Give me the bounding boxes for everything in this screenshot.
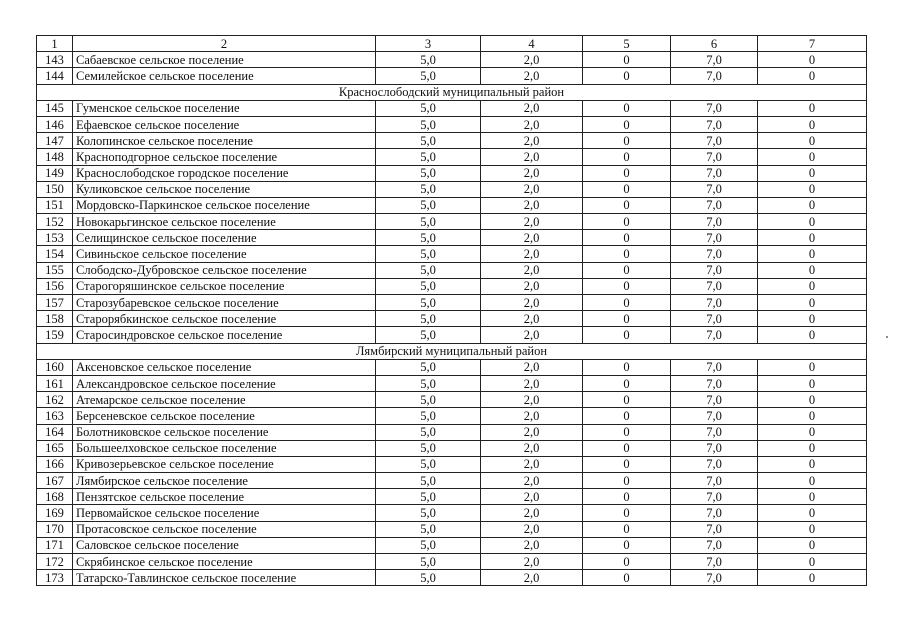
row-number-cell: 155	[37, 262, 73, 278]
col5-value-cell: 0	[583, 327, 671, 343]
col4-value-cell: 2,0	[481, 52, 583, 68]
col4-value-cell: 2,0	[481, 505, 583, 521]
col4-value-cell: 2,0	[481, 230, 583, 246]
scan-speck	[886, 336, 888, 338]
col4-value-cell: 2,0	[481, 133, 583, 149]
col5-value-cell: 0	[583, 537, 671, 553]
col3-value-cell: 5,0	[376, 456, 481, 472]
col6-value-cell: 7,0	[671, 278, 758, 294]
col6-value-cell: 7,0	[671, 311, 758, 327]
table-row	[37, 295, 867, 311]
col5-value-cell: 0	[583, 521, 671, 537]
col6-value-cell: 7,0	[671, 230, 758, 246]
col7-value-cell: 0	[758, 554, 867, 570]
col7-value-cell: 0	[758, 424, 867, 440]
table-row	[37, 392, 867, 408]
table-row	[37, 116, 867, 132]
table-row	[37, 359, 867, 375]
col4-value-cell: 2,0	[481, 278, 583, 294]
row-number-cell: 171	[37, 537, 73, 553]
col3-value-cell: 5,0	[376, 537, 481, 553]
col7-value-cell: 0	[758, 68, 867, 84]
col3-value-cell: 5,0	[376, 262, 481, 278]
row-number-cell: 154	[37, 246, 73, 262]
row-number-cell: 148	[37, 149, 73, 165]
col4-value-cell: 2,0	[481, 311, 583, 327]
row-number-cell: 145	[37, 100, 73, 116]
settlement-name-cell: Сабаевское сельское поселение	[73, 52, 376, 68]
table-row	[37, 456, 867, 472]
col7-value-cell: 0	[758, 116, 867, 132]
col7-value-cell: 0	[758, 408, 867, 424]
table-row	[37, 375, 867, 391]
col5-value-cell: 0	[583, 311, 671, 327]
table-row	[37, 133, 867, 149]
col3-value-cell: 5,0	[376, 68, 481, 84]
header-cell-1: 1	[37, 36, 73, 52]
table-row	[37, 100, 867, 116]
settlement-name-cell: Атемарское сельское поселение	[73, 392, 376, 408]
col7-value-cell: 0	[758, 262, 867, 278]
table-row	[37, 181, 867, 197]
row-number-cell: 173	[37, 570, 73, 586]
col3-value-cell: 5,0	[376, 327, 481, 343]
row-number-cell: 160	[37, 359, 73, 375]
table-row	[37, 246, 867, 262]
col7-value-cell: 0	[758, 359, 867, 375]
col7-value-cell: 0	[758, 521, 867, 537]
col4-value-cell: 2,0	[481, 537, 583, 553]
col5-value-cell: 0	[583, 246, 671, 262]
row-number-cell: 152	[37, 214, 73, 230]
col3-value-cell: 5,0	[376, 246, 481, 262]
settlement-name-cell: Скрябинское сельское поселение	[73, 554, 376, 570]
table-row	[37, 311, 867, 327]
table-row	[37, 570, 867, 586]
col4-value-cell: 2,0	[481, 473, 583, 489]
col3-value-cell: 5,0	[376, 133, 481, 149]
col6-value-cell: 7,0	[671, 262, 758, 278]
col3-value-cell: 5,0	[376, 473, 481, 489]
col6-value-cell: 7,0	[671, 133, 758, 149]
col5-value-cell: 0	[583, 278, 671, 294]
col7-value-cell: 0	[758, 375, 867, 391]
table-row	[37, 424, 867, 440]
col7-value-cell: 0	[758, 197, 867, 213]
col5-value-cell: 0	[583, 570, 671, 586]
table-row	[37, 327, 867, 343]
col7-value-cell: 0	[758, 100, 867, 116]
table-row	[37, 262, 867, 278]
settlement-name-cell: Протасовское сельское поселение	[73, 521, 376, 537]
col7-value-cell: 0	[758, 181, 867, 197]
col4-value-cell: 2,0	[481, 570, 583, 586]
settlement-name-cell: Слободско-Дубровское сельское поселение	[73, 262, 376, 278]
col4-value-cell: 2,0	[481, 375, 583, 391]
col5-value-cell: 0	[583, 149, 671, 165]
col6-value-cell: 7,0	[671, 537, 758, 553]
col4-value-cell: 2,0	[481, 262, 583, 278]
col6-value-cell: 7,0	[671, 570, 758, 586]
col7-value-cell: 0	[758, 570, 867, 586]
col3-value-cell: 5,0	[376, 521, 481, 537]
row-number-cell: 168	[37, 489, 73, 505]
settlement-name-cell: Новокарьгинское сельское поселение	[73, 214, 376, 230]
row-number-cell: 167	[37, 473, 73, 489]
col6-value-cell: 7,0	[671, 214, 758, 230]
col3-value-cell: 5,0	[376, 52, 481, 68]
section-row	[37, 84, 867, 100]
settlement-name-cell: Колопинское сельское поселение	[73, 133, 376, 149]
data-table	[36, 35, 867, 586]
settlement-name-cell: Аксеновское сельское поселение	[73, 359, 376, 375]
col3-value-cell: 5,0	[376, 359, 481, 375]
col5-value-cell: 0	[583, 392, 671, 408]
col5-value-cell: 0	[583, 230, 671, 246]
settlement-name-cell: Мордовско-Паркинское сельское поселение	[73, 197, 376, 213]
col4-value-cell: 2,0	[481, 68, 583, 84]
col4-value-cell: 2,0	[481, 440, 583, 456]
col7-value-cell: 0	[758, 489, 867, 505]
col3-value-cell: 5,0	[376, 489, 481, 505]
col7-value-cell: 0	[758, 52, 867, 68]
row-number-cell: 143	[37, 52, 73, 68]
col5-value-cell: 0	[583, 68, 671, 84]
table-row	[37, 149, 867, 165]
col7-value-cell: 0	[758, 246, 867, 262]
col3-value-cell: 5,0	[376, 278, 481, 294]
col6-value-cell: 7,0	[671, 68, 758, 84]
col7-value-cell: 0	[758, 456, 867, 472]
row-number-cell: 159	[37, 327, 73, 343]
col3-value-cell: 5,0	[376, 197, 481, 213]
col6-value-cell: 7,0	[671, 375, 758, 391]
col4-value-cell: 2,0	[481, 554, 583, 570]
col4-value-cell: 2,0	[481, 392, 583, 408]
col6-value-cell: 7,0	[671, 295, 758, 311]
col6-value-cell: 7,0	[671, 473, 758, 489]
col4-value-cell: 2,0	[481, 165, 583, 181]
table-row	[37, 537, 867, 553]
col5-value-cell: 0	[583, 505, 671, 521]
col3-value-cell: 5,0	[376, 295, 481, 311]
row-number-cell: 169	[37, 505, 73, 521]
col6-value-cell: 7,0	[671, 408, 758, 424]
header-row	[37, 36, 867, 52]
table-row	[37, 52, 867, 68]
col7-value-cell: 0	[758, 392, 867, 408]
col5-value-cell: 0	[583, 165, 671, 181]
col4-value-cell: 2,0	[481, 181, 583, 197]
row-number-cell: 166	[37, 456, 73, 472]
col3-value-cell: 5,0	[376, 214, 481, 230]
row-number-cell: 164	[37, 424, 73, 440]
col4-value-cell: 2,0	[481, 100, 583, 116]
section-title: Лямбирский муниципальный район	[37, 343, 867, 359]
row-number-cell: 153	[37, 230, 73, 246]
col5-value-cell: 0	[583, 262, 671, 278]
col7-value-cell: 0	[758, 505, 867, 521]
col6-value-cell: 7,0	[671, 392, 758, 408]
section-title: Краснослободский муниципальный район	[37, 84, 867, 100]
col7-value-cell: 0	[758, 311, 867, 327]
col3-value-cell: 5,0	[376, 181, 481, 197]
col4-value-cell: 2,0	[481, 116, 583, 132]
col4-value-cell: 2,0	[481, 456, 583, 472]
settlement-name-cell: Большеелховское сельское поселение	[73, 440, 376, 456]
col5-value-cell: 0	[583, 295, 671, 311]
col3-value-cell: 5,0	[376, 230, 481, 246]
col5-value-cell: 0	[583, 100, 671, 116]
row-number-cell: 162	[37, 392, 73, 408]
row-number-cell: 157	[37, 295, 73, 311]
col4-value-cell: 2,0	[481, 359, 583, 375]
settlement-name-cell: Саловское сельское поселение	[73, 537, 376, 553]
col3-value-cell: 5,0	[376, 570, 481, 586]
col5-value-cell: 0	[583, 473, 671, 489]
col6-value-cell: 7,0	[671, 165, 758, 181]
settlement-name-cell: Татарско-Тавлинское сельское поселение	[73, 570, 376, 586]
col5-value-cell: 0	[583, 440, 671, 456]
table-row	[37, 489, 867, 505]
col5-value-cell: 0	[583, 408, 671, 424]
row-number-cell: 146	[37, 116, 73, 132]
col6-value-cell: 7,0	[671, 52, 758, 68]
row-number-cell: 172	[37, 554, 73, 570]
settlement-name-cell: Старозубаревское сельское поселение	[73, 295, 376, 311]
col3-value-cell: 5,0	[376, 149, 481, 165]
col5-value-cell: 0	[583, 554, 671, 570]
settlement-name-cell: Лямбирское сельское поселение	[73, 473, 376, 489]
col6-value-cell: 7,0	[671, 100, 758, 116]
col5-value-cell: 0	[583, 133, 671, 149]
table-row	[37, 521, 867, 537]
row-number-cell: 149	[37, 165, 73, 181]
col5-value-cell: 0	[583, 359, 671, 375]
settlement-name-cell: Сивиньское сельское поселение	[73, 246, 376, 262]
col6-value-cell: 7,0	[671, 181, 758, 197]
table-row	[37, 165, 867, 181]
col5-value-cell: 0	[583, 214, 671, 230]
col6-value-cell: 7,0	[671, 489, 758, 505]
col5-value-cell: 0	[583, 489, 671, 505]
col4-value-cell: 2,0	[481, 149, 583, 165]
col4-value-cell: 2,0	[481, 408, 583, 424]
settlement-name-cell: Ефаевское сельское поселение	[73, 116, 376, 132]
col6-value-cell: 7,0	[671, 424, 758, 440]
settlement-name-cell: Кривозерьевское сельское поселение	[73, 456, 376, 472]
col5-value-cell: 0	[583, 52, 671, 68]
header-cell-5: 5	[583, 36, 671, 52]
col6-value-cell: 7,0	[671, 116, 758, 132]
col7-value-cell: 0	[758, 230, 867, 246]
col7-value-cell: 0	[758, 473, 867, 489]
table-body	[37, 36, 867, 586]
table-row	[37, 554, 867, 570]
col4-value-cell: 2,0	[481, 214, 583, 230]
settlement-name-cell: Куликовское сельское поселение	[73, 181, 376, 197]
col3-value-cell: 5,0	[376, 424, 481, 440]
col3-value-cell: 5,0	[376, 100, 481, 116]
settlement-name-cell: Берсеневское сельское поселение	[73, 408, 376, 424]
col7-value-cell: 0	[758, 327, 867, 343]
col6-value-cell: 7,0	[671, 246, 758, 262]
row-number-cell: 156	[37, 278, 73, 294]
col6-value-cell: 7,0	[671, 554, 758, 570]
table-row	[37, 278, 867, 294]
table-row	[37, 408, 867, 424]
col6-value-cell: 7,0	[671, 456, 758, 472]
row-number-cell: 170	[37, 521, 73, 537]
settlement-name-cell: Гуменское сельское поселение	[73, 100, 376, 116]
col6-value-cell: 7,0	[671, 505, 758, 521]
row-number-cell: 158	[37, 311, 73, 327]
col5-value-cell: 0	[583, 197, 671, 213]
settlement-name-cell: Болотниковское сельское поселение	[73, 424, 376, 440]
header-cell-7: 7	[758, 36, 867, 52]
col7-value-cell: 0	[758, 440, 867, 456]
table-row	[37, 440, 867, 456]
col7-value-cell: 0	[758, 165, 867, 181]
table-row	[37, 505, 867, 521]
col7-value-cell: 0	[758, 149, 867, 165]
settlement-name-cell: Краснослободское городское поселение	[73, 165, 376, 181]
col4-value-cell: 2,0	[481, 521, 583, 537]
settlement-name-cell: Старосиндровское сельское поселение	[73, 327, 376, 343]
table-row	[37, 214, 867, 230]
header-cell-4: 4	[481, 36, 583, 52]
table-row	[37, 68, 867, 84]
col6-value-cell: 7,0	[671, 327, 758, 343]
settlement-name-cell: Красноподгорное сельское поселение	[73, 149, 376, 165]
col3-value-cell: 5,0	[376, 165, 481, 181]
col3-value-cell: 5,0	[376, 116, 481, 132]
col7-value-cell: 0	[758, 537, 867, 553]
settlement-name-cell: Александровское сельское поселение	[73, 375, 376, 391]
settlement-name-cell: Семилейское сельское поселение	[73, 68, 376, 84]
col5-value-cell: 0	[583, 116, 671, 132]
col3-value-cell: 5,0	[376, 392, 481, 408]
col3-value-cell: 5,0	[376, 311, 481, 327]
row-number-cell: 163	[37, 408, 73, 424]
col4-value-cell: 2,0	[481, 197, 583, 213]
table-row	[37, 230, 867, 246]
row-number-cell: 165	[37, 440, 73, 456]
col3-value-cell: 5,0	[376, 440, 481, 456]
settlement-name-cell: Старорябкинское сельское поселение	[73, 311, 376, 327]
col4-value-cell: 2,0	[481, 246, 583, 262]
col4-value-cell: 2,0	[481, 295, 583, 311]
header-cell-3: 3	[376, 36, 481, 52]
col7-value-cell: 0	[758, 295, 867, 311]
settlement-name-cell: Селищинское сельское поселение	[73, 230, 376, 246]
row-number-cell: 150	[37, 181, 73, 197]
col3-value-cell: 5,0	[376, 375, 481, 391]
col5-value-cell: 0	[583, 375, 671, 391]
col7-value-cell: 0	[758, 214, 867, 230]
section-row	[37, 343, 867, 359]
col6-value-cell: 7,0	[671, 149, 758, 165]
col6-value-cell: 7,0	[671, 440, 758, 456]
row-number-cell: 151	[37, 197, 73, 213]
settlement-name-cell: Старогоряшинское сельское поселение	[73, 278, 376, 294]
col5-value-cell: 0	[583, 456, 671, 472]
row-number-cell: 161	[37, 375, 73, 391]
table-row	[37, 197, 867, 213]
settlement-name-cell: Первомайское сельское поселение	[73, 505, 376, 521]
header-cell-2: 2	[73, 36, 376, 52]
header-cell-6: 6	[671, 36, 758, 52]
col5-value-cell: 0	[583, 424, 671, 440]
col3-value-cell: 5,0	[376, 505, 481, 521]
col7-value-cell: 0	[758, 133, 867, 149]
settlement-name-cell: Пензятское сельское поселение	[73, 489, 376, 505]
col3-value-cell: 5,0	[376, 554, 481, 570]
col3-value-cell: 5,0	[376, 408, 481, 424]
col4-value-cell: 2,0	[481, 489, 583, 505]
col6-value-cell: 7,0	[671, 197, 758, 213]
row-number-cell: 144	[37, 68, 73, 84]
table-row	[37, 473, 867, 489]
row-number-cell: 147	[37, 133, 73, 149]
col6-value-cell: 7,0	[671, 521, 758, 537]
col5-value-cell: 0	[583, 181, 671, 197]
col4-value-cell: 2,0	[481, 327, 583, 343]
col4-value-cell: 2,0	[481, 424, 583, 440]
col6-value-cell: 7,0	[671, 359, 758, 375]
col7-value-cell: 0	[758, 278, 867, 294]
